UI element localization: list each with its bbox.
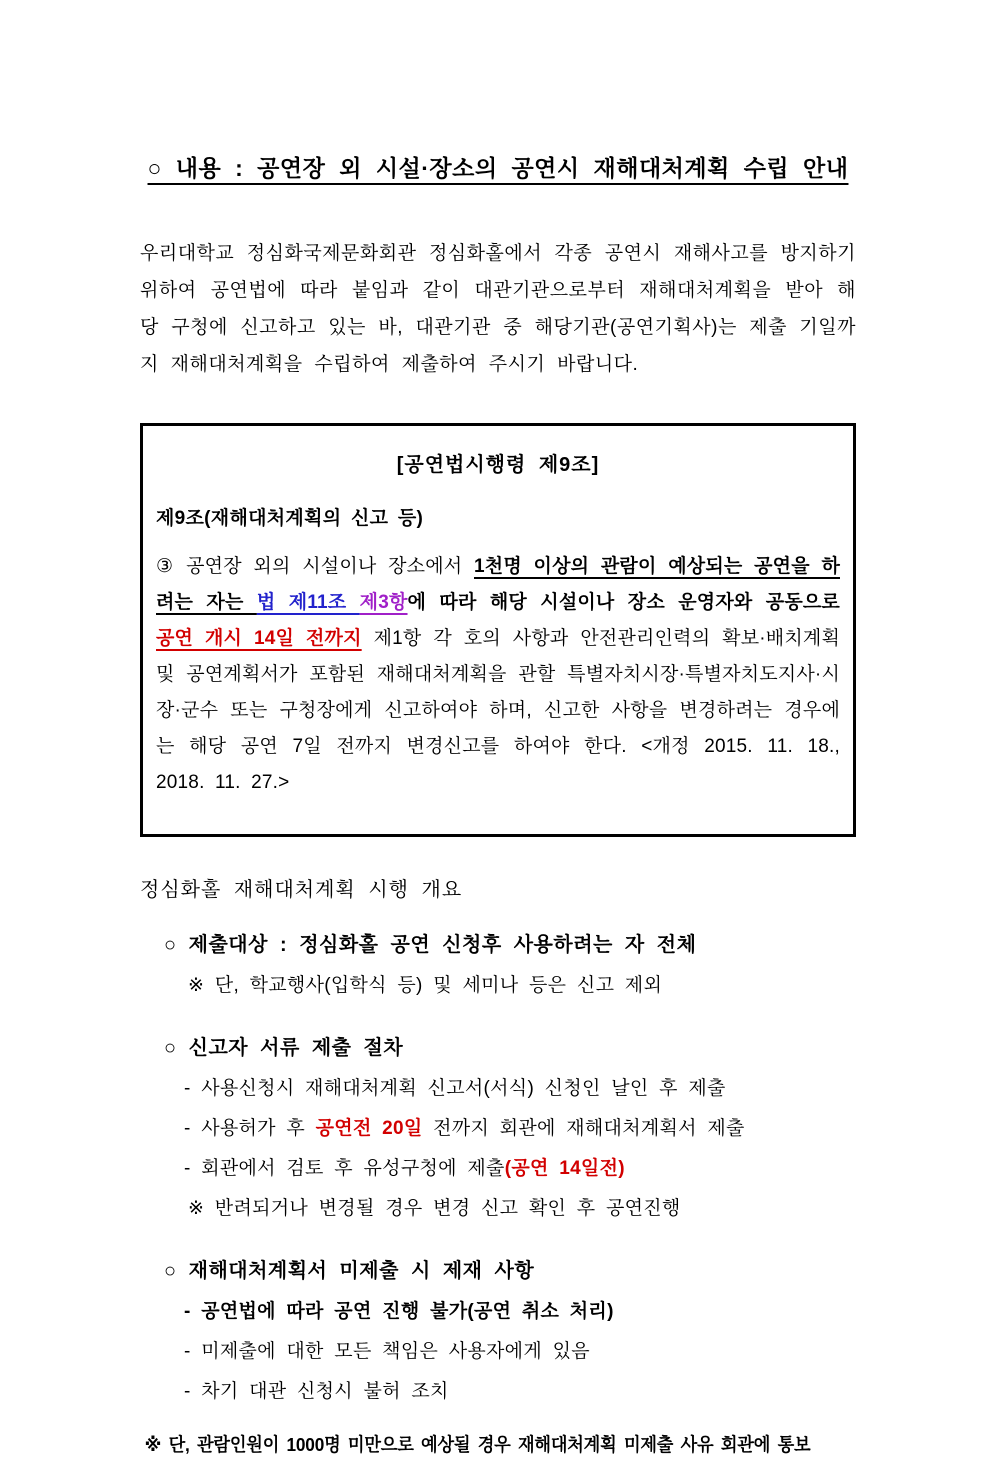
sanction-item-2: - 미제출에 대한 모든 책임은 사용자에게 있음 bbox=[184, 1341, 590, 1362]
intro-paragraph: 우리대학교 정심화국제문화회관 정심화홀에서 각종 공연시 재해사고를 방지하기 위하여 공연법에 따라 붙임과 같이 대관기관으로부터 재해대처계획을 받아 해당 구청에 신고하고 있는 바, 대관기관 중 해당기관(공연기획사)는 제출 기일까지 재해대처계획을 수립하여 제출하여 주시기 바랍니다. bbox=[140, 243, 856, 375]
law-seg-body: 제1항 각 호의 사항과 안전관리인력의 확보·배치계획 및 공연계획서가 포함된 재해대처계획을 관할 특별자치시장·특별자치도지사·시장·군수 또는 구청장에게 신고하여야 하며, 신고한 사항을 변경하려는 경우에는 해당 공연 7일 전까지 변경신고를 하여야 한다. bbox=[156, 628, 840, 757]
law-article-title: 제9조(재해대처계획의 신고 등) bbox=[156, 508, 424, 529]
section-procedure bbox=[140, 1031, 856, 1220]
law-article-body bbox=[156, 549, 840, 801]
target-section-note: ※ 단, 학교행사(입학식 등) 및 세미나 등은 신고 제외 bbox=[188, 975, 663, 996]
document-title: ○ 내용 : 공연장 외 시설·장소의 공연시 재해대처계획 수립 안내 bbox=[147, 155, 849, 181]
law-box-heading: [공연법시행령 제9조] bbox=[396, 454, 600, 476]
sanction-section-title: ○ 재해대처계획서 미제출 시 제재 사항 bbox=[164, 1260, 535, 1282]
procedure-item-3 bbox=[140, 1153, 856, 1180]
overview-heading: 정심화홀 재해대처계획 시행 개요 bbox=[140, 879, 463, 901]
procedure-item-2-post: 전까지 회관에 재해대처계획서 제출 bbox=[422, 1118, 745, 1139]
law-seg-intro: ③ 공연장 외의 시설이나 장소에서 bbox=[156, 556, 474, 577]
law-citation-box bbox=[140, 423, 856, 837]
procedure-item-2 bbox=[140, 1113, 856, 1140]
procedure-item-3-pre: - 회관에서 검토 후 유성구청에 제출 bbox=[184, 1158, 505, 1179]
procedure-section-title: ○ 신고자 서류 제출 절차 bbox=[164, 1037, 404, 1059]
section-target bbox=[140, 928, 856, 997]
law-seg-amendment: <개정 2015. 11. 18., 2018. 11. 27.> bbox=[156, 736, 840, 793]
law-seg-purple: 제3항 bbox=[359, 592, 408, 613]
procedure-item-2-deadline: 공연전 20일 bbox=[315, 1118, 423, 1139]
procedure-item-2-pre: - 사용허가 후 bbox=[184, 1118, 316, 1139]
procedure-item-1: - 사용신청시 재해대처계획 신고서(서식) 신청인 날인 후 제출 bbox=[184, 1078, 726, 1099]
sanction-item-1: - 공연법에 따라 공연 진행 불가(공연 취소 처리) bbox=[184, 1301, 614, 1322]
section-sanctions bbox=[140, 1254, 856, 1403]
target-section-title: ○ 제출대상 : 정심화홀 공연 신청후 사용하려는 자 전체 bbox=[164, 934, 697, 956]
procedure-section-note: ※ 반려되거나 변경될 경우 변경 신고 확인 후 공연진행 bbox=[188, 1198, 681, 1219]
law-seg-blue: 법 제11조 bbox=[256, 592, 360, 613]
sanction-item-3: - 차기 대관 신청시 불허 조치 bbox=[184, 1381, 449, 1402]
procedure-item-3-deadline: (공연 14일전) bbox=[504, 1158, 625, 1179]
bottom-footnote: ※ 단, 관람인원이 1000명 미만으로 예상될 경우 재해대처계획 미제출 사유 회관에 통보 bbox=[144, 1434, 811, 1455]
law-seg-red-deadline: 공연 개시 14일 전까지 bbox=[156, 628, 362, 649]
law-seg-bold-underline: 1천명 이상의 관람이 예상되는 공연을 하려는 자는 bbox=[156, 556, 840, 613]
law-seg-bold: 에 따라 해당 시설이나 장소 운영자와 공동으로 bbox=[407, 592, 840, 613]
